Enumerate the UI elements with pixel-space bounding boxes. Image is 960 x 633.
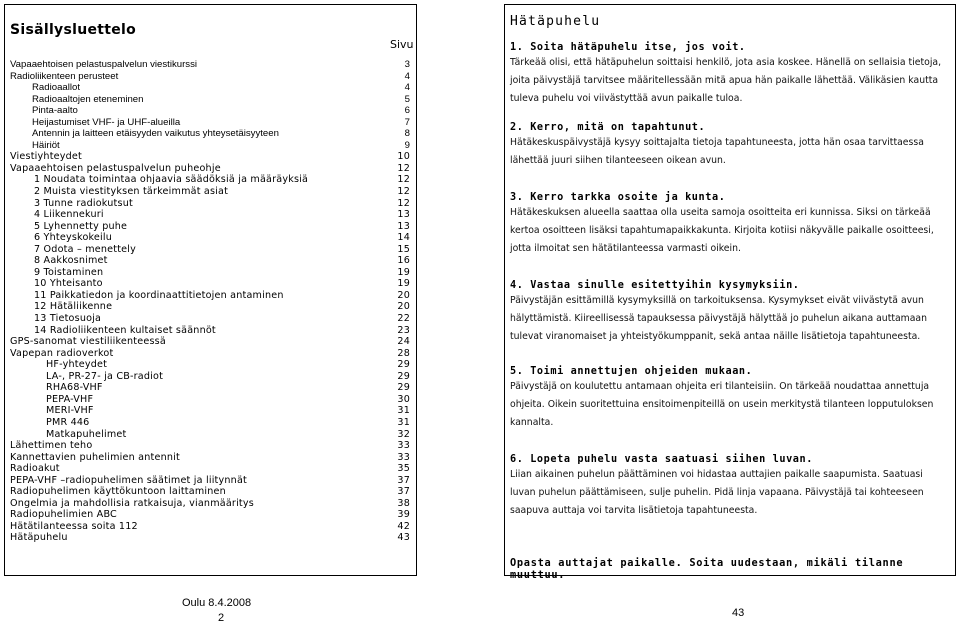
- toc-entry: [10, 244, 410, 256]
- toc-entry: [10, 371, 410, 383]
- toc-entry-title: GPS-sanomat viestiliikenteessä: [10, 336, 166, 348]
- toc-entry-page: 15: [397, 243, 410, 255]
- step-body: Tärkeää olisi, että hätäpuhelun soittaisi henkilö, jota asia koskee. Hänellä on sellaisia tietoja, joita päivystäjä tarvitsee määritellessään mitä apua hän paikalle lähettää. Välikäsien kautta tuleva puhelu voi viivästyttää avun paikalle tuloa.: [510, 57, 942, 104]
- toc-entry: [10, 336, 410, 348]
- toc-entry-page: 20: [397, 289, 410, 301]
- toc-entry: [10, 94, 410, 106]
- toc-entry-title: Häiriöt: [32, 139, 60, 151]
- step-title: 6. Lopeta puhelu vasta saatuasi siihen luvan.: [510, 454, 814, 465]
- toc-entry: [10, 267, 410, 279]
- toc-entry-page: 32: [397, 428, 410, 440]
- toc-entry-page: 29: [397, 359, 410, 371]
- toc-entry-title: RHA68-VHF: [46, 382, 103, 394]
- toc-entry-page: 35: [397, 463, 410, 475]
- emergency-step: [510, 192, 950, 258]
- toc-entry-title: HF-yhteydet: [46, 359, 108, 371]
- toc-heading: Sisällysluettelo: [10, 22, 137, 38]
- toc-entry-title: 2 Muista viestityksen tärkeimmät asiat: [34, 186, 229, 198]
- right-page-number: 43: [732, 607, 745, 619]
- toc-entry-page: 31: [397, 405, 410, 417]
- toc-entry-page: 24: [397, 336, 410, 348]
- step-title: 1. Soita hätäpuhelu itse, jos voit.: [510, 42, 746, 53]
- toc-entry: [10, 186, 410, 198]
- step-body: Liian aikainen puhelun päättäminen voi hidastaa auttajien paikalle saapumista. Saatuasi luvan puhelun päättämiseen, sulje puhelin. Pidä linja vapaana. Päivystäjä tai kohteeseen saapuva auttaja voi tarvita lisätietoja tapahtuneesta.: [510, 469, 924, 516]
- toc-entry-page: 14: [397, 232, 410, 244]
- toc-entry-page: 5: [404, 93, 410, 105]
- toc-entry-page: 43: [397, 532, 410, 544]
- toc-entry-page: 22: [397, 313, 410, 325]
- toc-entry: [10, 59, 410, 71]
- toc-entry-page: 3: [404, 59, 410, 70]
- toc-entry-title: Vapaaehtoisen pelastuspalvelun viestikurssi: [10, 59, 198, 70]
- toc-entry-title: Radioliikenteen perusteet: [10, 70, 119, 82]
- toc-entry-title: PEPA-VHF –radiopuhelimen säätimet ja liitynnät: [10, 474, 247, 486]
- toc-entry-page: 19: [397, 278, 410, 290]
- toc-entry-title: Ongelmia ja mahdollisia ratkaisuja, vianmääritys: [10, 497, 254, 509]
- toc-entry-page: 8: [404, 128, 410, 140]
- toc-entry: [10, 174, 410, 186]
- toc-entry-page: 29: [397, 382, 410, 394]
- toc-entry-page: 33: [397, 440, 410, 452]
- toc-entry-page: 30: [397, 393, 410, 405]
- toc-entry-title: Vapepan radioverkot: [10, 347, 114, 359]
- toc-entry: [10, 348, 410, 360]
- toc-entry-page: 6: [404, 105, 410, 117]
- toc-entry-title: Hätätilanteessa soita 112: [10, 520, 138, 532]
- toc-entry-page: 10: [397, 151, 410, 163]
- toc-entry-title: 12 Hätäliikenne: [34, 301, 113, 313]
- toc-entry-title: 6 Yhteyskokeilu: [34, 232, 113, 244]
- toc-entry: [10, 117, 410, 129]
- toc-entry: [10, 429, 410, 441]
- toc-entry: [10, 486, 410, 498]
- toc-entry-title: Viestiyhteydet: [10, 151, 82, 163]
- page-column-label: Sivu: [390, 38, 414, 51]
- emergency-step: [510, 42, 950, 108]
- toc-entry-page: 20: [397, 301, 410, 313]
- step-title: 3. Kerro tarkka osoite ja kunta.: [510, 192, 726, 203]
- toc-entry-page: 28: [397, 347, 410, 359]
- toc-entry: [10, 278, 410, 290]
- toc-entry: [10, 105, 410, 117]
- toc-entry-title: Matkapuhelimet: [46, 428, 127, 440]
- toc-entry-title: 7 Odota – menettely: [34, 243, 137, 255]
- right-page: [500, 0, 960, 633]
- toc-entry: [10, 475, 410, 487]
- toc-entry-page: 12: [397, 174, 410, 186]
- toc-entry: [10, 463, 410, 475]
- toc-entry-title: Antennin ja laitteen etäisyyden vaikutus yhteysetäisyyteen: [32, 128, 279, 140]
- toc-entry-page: 4: [404, 70, 410, 82]
- toc-entry: [10, 417, 410, 429]
- toc-entry-page: 7: [404, 116, 410, 128]
- emergency-step: [510, 122, 950, 170]
- toc-entry: [10, 452, 410, 464]
- toc-entry-page: 23: [397, 324, 410, 336]
- emergency-step: [510, 454, 950, 520]
- toc-entry: [10, 405, 410, 417]
- toc-entry: [10, 128, 410, 140]
- toc-entry-title: Pinta-aalto: [32, 105, 78, 117]
- emergency-step: [510, 366, 950, 432]
- toc-list: [10, 59, 410, 544]
- toc-entry-page: 37: [397, 486, 410, 498]
- toc-entry-title: Radioaallot: [32, 82, 81, 94]
- toc-entry-title: 8 Aakkosnimet: [34, 255, 108, 267]
- toc-entry: [10, 394, 410, 406]
- left-page: [0, 0, 420, 633]
- toc-entry-title: Kannettavien puhelimien antennit: [10, 451, 180, 463]
- toc-entry: [10, 382, 410, 394]
- toc-entry-title: 9 Toistaminen: [34, 266, 104, 278]
- toc-entry: [10, 151, 410, 163]
- toc-entry-title: Heijastumiset VHF- ja UHF-alueilla: [32, 116, 181, 128]
- toc-entry-page: 13: [397, 209, 410, 221]
- step-body: Päivystäjä on koulutettu antamaan ohjeita eri tilanteisiin. On tärkeää noudattaa annettuja ohjeita. Oikein suoritettuina ensitoimenpiteillä on usein merkitystä tilanteen lopputuloksen kannalta.: [510, 381, 934, 428]
- emergency-steps: [510, 42, 950, 520]
- toc-entry-page: 33: [397, 451, 410, 463]
- toc-entry-title: 5 Lyhennetty puhe: [34, 220, 128, 232]
- toc-entry: [10, 232, 410, 244]
- emergency-call-heading: Hätäpuhelu: [510, 14, 601, 29]
- toc-entry-title: Radiopuhelimien ABC: [10, 509, 117, 521]
- toc-entry-page: 4: [404, 82, 410, 94]
- step-title: 5. Toimi annettujen ohjeiden mukaan.: [510, 366, 753, 377]
- toc-entry-page: 38: [397, 497, 410, 509]
- toc-entry: [10, 82, 410, 94]
- footer-place-date: Oulu 8.4.2008: [182, 597, 252, 609]
- toc-entry-page: 31: [397, 416, 410, 428]
- toc-entry-page: 29: [397, 370, 410, 382]
- step-body: Päivystäjän esittämillä kysymyksillä on tarkoituksensa. Kysymykset eivät viivästytä avun hälyttämistä. Kiireellisessä tapauksessa päivystäjä hälyttää jo puhelun aikana auttamaan tulevat viranomaiset ja yhteistyökumppanit, sekä antaa näille lisätietoja tapahtuneesta.: [510, 295, 928, 342]
- toc-entry: [10, 163, 410, 175]
- toc-entry-title: Lähettimen teho: [10, 440, 93, 452]
- toc-entry-page: 37: [397, 474, 410, 486]
- toc-entry: [10, 532, 410, 544]
- toc-entry-title: 4 Liikennekuri: [34, 209, 104, 221]
- toc-entry: [10, 290, 410, 302]
- toc-entry-title: LA-, PR-27- ja CB-radiot: [46, 370, 164, 382]
- toc-entry-title: PMR 446: [46, 416, 90, 428]
- toc-entry-title: 14 Radioliikenteen kultaiset säännöt: [34, 324, 216, 336]
- toc-entry: [10, 301, 410, 313]
- toc-entry-page: 19: [397, 266, 410, 278]
- toc-entry-title: 11 Paikkatiedon ja koordinaattitietojen antaminen: [34, 289, 284, 301]
- left-page-number: 2: [218, 612, 225, 624]
- toc-entry: [10, 71, 410, 83]
- toc-entry: [10, 209, 410, 221]
- toc-entry-title: 3 Tunne radiokutsut: [34, 197, 133, 209]
- toc-entry-title: Radioaaltojen eteneminen: [32, 93, 144, 105]
- toc-entry: [10, 359, 410, 371]
- toc-entry-title: 10 Yhteisanto: [34, 278, 103, 290]
- step-title: 4. Vastaa sinulle esitettyihin kysymyksiin.: [510, 280, 800, 291]
- toc-entry-page: 9: [404, 139, 410, 151]
- toc-entry: [10, 255, 410, 267]
- toc-entry-title: Vapaaehtoisen pelastuspalvelun puheohje: [10, 162, 221, 174]
- toc-entry: [10, 509, 410, 521]
- toc-entry: [10, 440, 410, 452]
- toc-entry: [10, 198, 410, 210]
- step-body: Hätäkeskuspäivystäjä kysyy soittajalta tietoja tapahtuneesta, jotta hän osaa tarvittaessa lähettää juuri siihen tilanteeseen oikean avun.: [510, 137, 924, 166]
- toc-entry: [10, 521, 410, 533]
- toc-entry-page: 42: [397, 520, 410, 532]
- toc-entry: [10, 221, 410, 233]
- step-title: 2. Kerro, mitä on tapahtunut.: [510, 122, 706, 133]
- toc-entry-title: MERI-VHF: [46, 405, 94, 417]
- toc-entry-page: 16: [397, 255, 410, 267]
- toc-entry: [10, 140, 410, 152]
- emergency-step: [510, 280, 950, 346]
- toc-entry-title: Radioakut: [10, 463, 60, 475]
- final-note: Opasta auttajat paikalle. Soita uudestaan, mikäli tilanne muuttuu.: [510, 557, 904, 581]
- step-body: Hätäkeskuksen alueella saattaa olla useita samoja osoitteita eri kunnissa. Siksi on tärkeää kertoa osoitteen lisäksi tapahtumapaikkakunta. Kirjoita kotiisi näkyvälle paikalle osoitteesi, jotta ilmoitat sen hätätilanteessa varmasti oikein.: [510, 207, 934, 254]
- toc-entry-page: 39: [397, 509, 410, 521]
- toc-entry-page: 12: [397, 162, 410, 174]
- toc-entry-page: 13: [397, 220, 410, 232]
- toc-entry-title: Radiopuhelimen käyttökuntoon laittaminen: [10, 486, 226, 498]
- toc-entry-title: 1 Noudata toimintaa ohjaavia säädöksiä ja määräyksiä: [34, 174, 309, 186]
- toc-entry-page: 12: [397, 186, 410, 198]
- toc-entry-title: PEPA-VHF: [46, 393, 94, 405]
- toc-entry: [10, 313, 410, 325]
- toc-entry-title: 13 Tietosuoja: [34, 313, 102, 325]
- toc-entry: [10, 325, 410, 337]
- toc-entry: [10, 498, 410, 510]
- toc-entry-page: 12: [397, 197, 410, 209]
- toc-entry-title: Hätäpuhelu: [10, 532, 68, 544]
